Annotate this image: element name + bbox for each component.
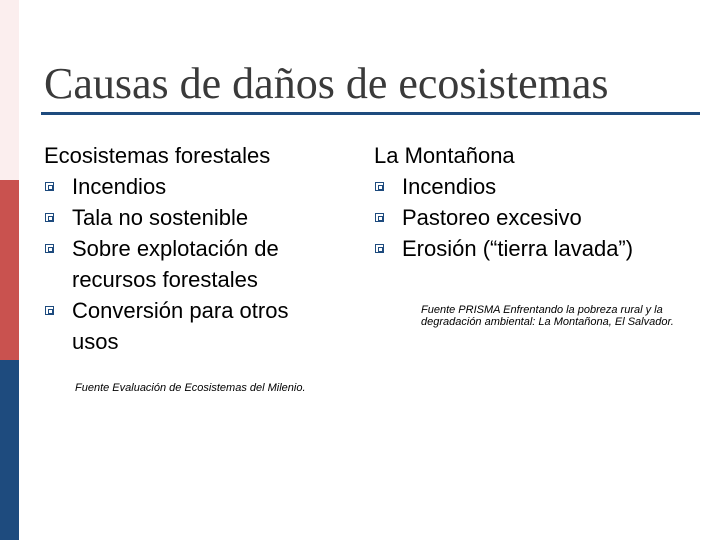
side-bar-segment-bottom xyxy=(0,360,19,540)
square-bullet-icon xyxy=(375,213,384,222)
list-item-text-line-2: usos xyxy=(72,329,119,354)
right-source-note: Fuente PRISMA Enfrentando la pobreza rural y la degradación ambiental: La Montañona, El Salvador. xyxy=(421,304,674,328)
side-bar-segment-top xyxy=(0,0,19,180)
list-item-text: Incendios xyxy=(402,174,497,199)
left-bullet-list xyxy=(44,171,344,357)
list-item-text: Incendios xyxy=(72,174,167,199)
list-item xyxy=(374,171,704,202)
title-underline xyxy=(41,112,700,115)
list-item-text: Pastoreo excesivo xyxy=(402,205,582,230)
left-column-heading: Ecosistemas forestales xyxy=(44,143,271,168)
left-column xyxy=(44,140,344,357)
left-source-note: Fuente Evaluación de Ecosistemas del Milenio. xyxy=(75,382,306,394)
list-item-text-line-1: Conversión para otros xyxy=(72,298,289,323)
list-item-text-line-2: recursos forestales xyxy=(72,267,258,292)
list-item xyxy=(374,233,704,264)
list-item xyxy=(44,171,344,202)
square-bullet-icon xyxy=(45,244,54,253)
side-decoration-bar xyxy=(0,0,19,540)
list-item-text: Tala no sostenible xyxy=(72,205,249,230)
list-item-text-line-1: Sobre explotación de xyxy=(72,236,279,261)
square-bullet-icon xyxy=(45,182,54,191)
square-bullet-icon xyxy=(375,244,384,253)
square-bullet-icon xyxy=(375,182,384,191)
list-item xyxy=(44,233,344,295)
side-bar-segment-middle xyxy=(0,180,19,360)
square-bullet-icon xyxy=(45,306,54,315)
list-item xyxy=(374,202,704,233)
right-column xyxy=(374,140,704,264)
square-bullet-icon xyxy=(45,213,54,222)
list-item-text: Erosión (“tierra lavada”) xyxy=(402,236,634,261)
right-column-heading: La Montañona xyxy=(374,143,515,168)
slide-title: Causas de daños de ecosistemas xyxy=(44,59,609,108)
right-bullet-list xyxy=(374,171,704,264)
list-item xyxy=(44,295,344,357)
list-item xyxy=(44,202,344,233)
